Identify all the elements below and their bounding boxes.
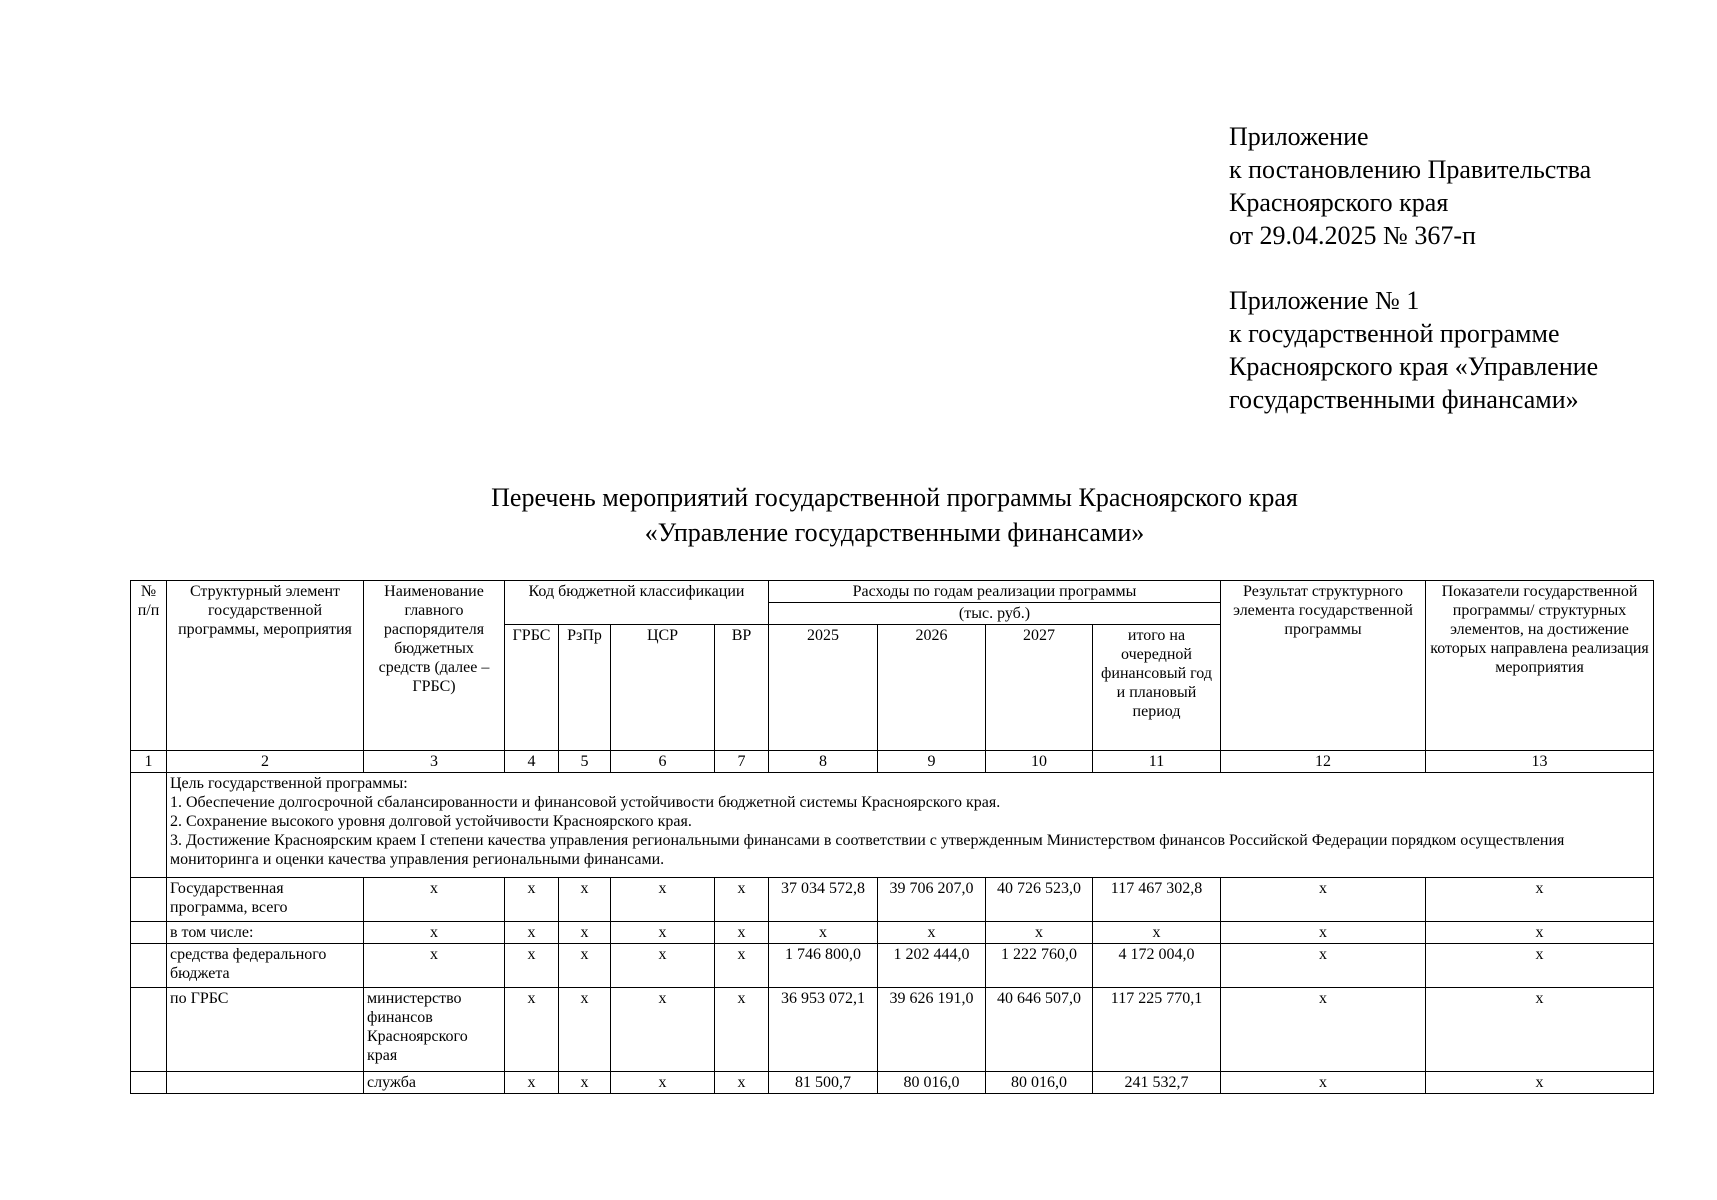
cell-result: х (1221, 922, 1426, 944)
cell-2025: 1 746 800,0 (769, 944, 878, 988)
header-grbs-name: Наименование главного распорядителя бюджетных средств (далее – ГРБС) (364, 581, 505, 751)
cell-vr: х (715, 922, 769, 944)
table-row (131, 988, 1654, 1072)
cell-total: х (1093, 922, 1221, 944)
header-structural-element: Структурный элемент государственной программы, мероприятия (167, 581, 364, 751)
table-row (131, 878, 1654, 922)
header-2025: 2025 (769, 625, 878, 751)
row-name (167, 1072, 364, 1094)
cell-2027: 40 646 507,0 (986, 988, 1093, 1072)
cell-vr: х (715, 1072, 769, 1094)
cell-result: х (1221, 988, 1426, 1072)
cell-grbs: х (505, 1072, 559, 1094)
cell-2026: 39 626 191,0 (878, 988, 986, 1072)
cell-2026: 39 706 207,0 (878, 878, 986, 922)
header-line: к государственной программе (1229, 319, 1560, 348)
cell-2027: х (986, 922, 1093, 944)
column-number: 6 (611, 751, 715, 773)
column-number: 2 (167, 751, 364, 773)
header-num: № п/п (131, 581, 167, 751)
title-line-2: «Управление государственными финансами» (644, 518, 1145, 547)
cell-2026: 80 016,0 (878, 1072, 986, 1094)
cell-csr: х (611, 944, 715, 988)
header-expenses: Расходы по годам реализации программы (769, 581, 1221, 603)
cell-rzpr: х (559, 944, 611, 988)
column-number: 1 (131, 751, 167, 773)
cell-grbs-name: министерство финансов Красноярского края (364, 988, 505, 1072)
cell-indicators: х (1426, 922, 1654, 944)
cell-vr: х (715, 878, 769, 922)
cell-2025: 37 034 572,8 (769, 878, 878, 922)
row-name: Государственная программа, всего (167, 878, 364, 922)
header-line: Приложение № 1 (1229, 286, 1420, 315)
header-result: Результат структурного элемента государственной программы (1221, 581, 1426, 751)
goal-item: 3. Достижение Красноярским краем I степени качества управления региональными финансами в соответствии с утвержденным Министерством финансов Российской Федерации порядком осуществления мониторинга и оценки качества управления региональными финансами. (170, 832, 1565, 868)
cell-2027: 40 726 523,0 (986, 878, 1093, 922)
cell-grbs-name: х (364, 944, 505, 988)
cell-grbs: х (505, 988, 559, 1072)
cell-grbs-name: х (364, 878, 505, 922)
cell-2026: 1 202 444,0 (878, 944, 986, 988)
column-number: 13 (1426, 751, 1654, 773)
header-line: государственными финансами» (1229, 385, 1579, 414)
cell-2025: х (769, 922, 878, 944)
column-number: 4 (505, 751, 559, 773)
cell-2025: 36 953 072,1 (769, 988, 878, 1072)
cell-grbs: х (505, 922, 559, 944)
cell-2026: х (878, 922, 986, 944)
cell-2027: 80 016,0 (986, 1072, 1093, 1094)
cell-grbs: х (505, 944, 559, 988)
cell-total: 117 467 302,8 (1093, 878, 1221, 922)
cell-indicators: х (1426, 944, 1654, 988)
header-line: от 29.04.2025 № 367-п (1229, 221, 1476, 250)
cell-rzpr: х (559, 988, 611, 1072)
goal-item: 2. Сохранение высокого уровня долговой устойчивости Красноярского края. (170, 813, 692, 830)
cell-vr: х (715, 988, 769, 1072)
header-2026: 2026 (878, 625, 986, 751)
cell-result: х (1221, 1072, 1426, 1094)
header-budget-code: Код бюджетной классификации (505, 581, 769, 625)
header-line: Красноярского края «Управление (1229, 352, 1599, 381)
header-csr: ЦСР (611, 625, 715, 751)
header-units: (тыс. руб.) (769, 603, 1221, 625)
header-rzpr: РзПр (559, 625, 611, 751)
cell-total: 117 225 770,1 (1093, 988, 1221, 1072)
header-total: итого на очередной финансовый год и плановый период (1093, 625, 1221, 751)
column-number: 12 (1221, 751, 1426, 773)
column-number: 3 (364, 751, 505, 773)
row-name: по ГРБС (167, 988, 364, 1072)
cell-csr: х (611, 988, 715, 1072)
header-grbs: ГРБС (505, 625, 559, 751)
header-2027: 2027 (986, 625, 1093, 751)
header-vr: ВР (715, 625, 769, 751)
cell-rzpr: х (559, 922, 611, 944)
header-line: к постановлению Правительства (1229, 155, 1592, 184)
cell-total: 241 532,7 (1093, 1072, 1221, 1094)
cell-vr: х (715, 944, 769, 988)
cell-rzpr: х (559, 1072, 611, 1094)
cell-grbs-name: служба (364, 1072, 505, 1094)
cell-total: 4 172 004,0 (1093, 944, 1221, 988)
cell-csr: х (611, 878, 715, 922)
goal-heading: Цель государственной программы: (170, 775, 408, 792)
title-line-1: Перечень мероприятий государственной программы Красноярского края (491, 483, 1298, 512)
cell-result: х (1221, 878, 1426, 922)
cell-result: х (1221, 944, 1426, 988)
column-number: 11 (1093, 751, 1221, 773)
cell-indicators: х (1426, 1072, 1654, 1094)
approval-header (1229, 120, 1598, 416)
row-name: в том числе: (167, 922, 364, 944)
document-title (0, 480, 1717, 550)
cell-csr: х (611, 922, 715, 944)
measures-table (130, 580, 1654, 1094)
program-goal (167, 773, 1654, 878)
table-row (131, 944, 1654, 988)
cell-rzpr: х (559, 878, 611, 922)
cell-csr: х (611, 1072, 715, 1094)
table-row (131, 922, 1654, 944)
header-line: Красноярского края (1229, 188, 1449, 217)
cell-2027: 1 222 760,0 (986, 944, 1093, 988)
cell-grbs-name: х (364, 922, 505, 944)
column-number: 5 (559, 751, 611, 773)
goal-item: 1. Обеспечение долгосрочной сбалансированности и финансовой устойчивости бюджетной системы Красноярского края. (170, 794, 1001, 811)
table-row (131, 1072, 1654, 1094)
column-number: 7 (715, 751, 769, 773)
cell-grbs: х (505, 878, 559, 922)
column-number: 9 (878, 751, 986, 773)
row-name: средства федерального бюджета (167, 944, 364, 988)
column-number: 10 (986, 751, 1093, 773)
cell-2025: 81 500,7 (769, 1072, 878, 1094)
header-line: Приложение (1229, 122, 1369, 151)
cell-indicators: х (1426, 878, 1654, 922)
column-number: 8 (769, 751, 878, 773)
cell-indicators: х (1426, 988, 1654, 1072)
header-indicators: Показатели государственной программы/ структурных элементов, на достижение которых направлена реализация мероприятия (1426, 581, 1654, 751)
